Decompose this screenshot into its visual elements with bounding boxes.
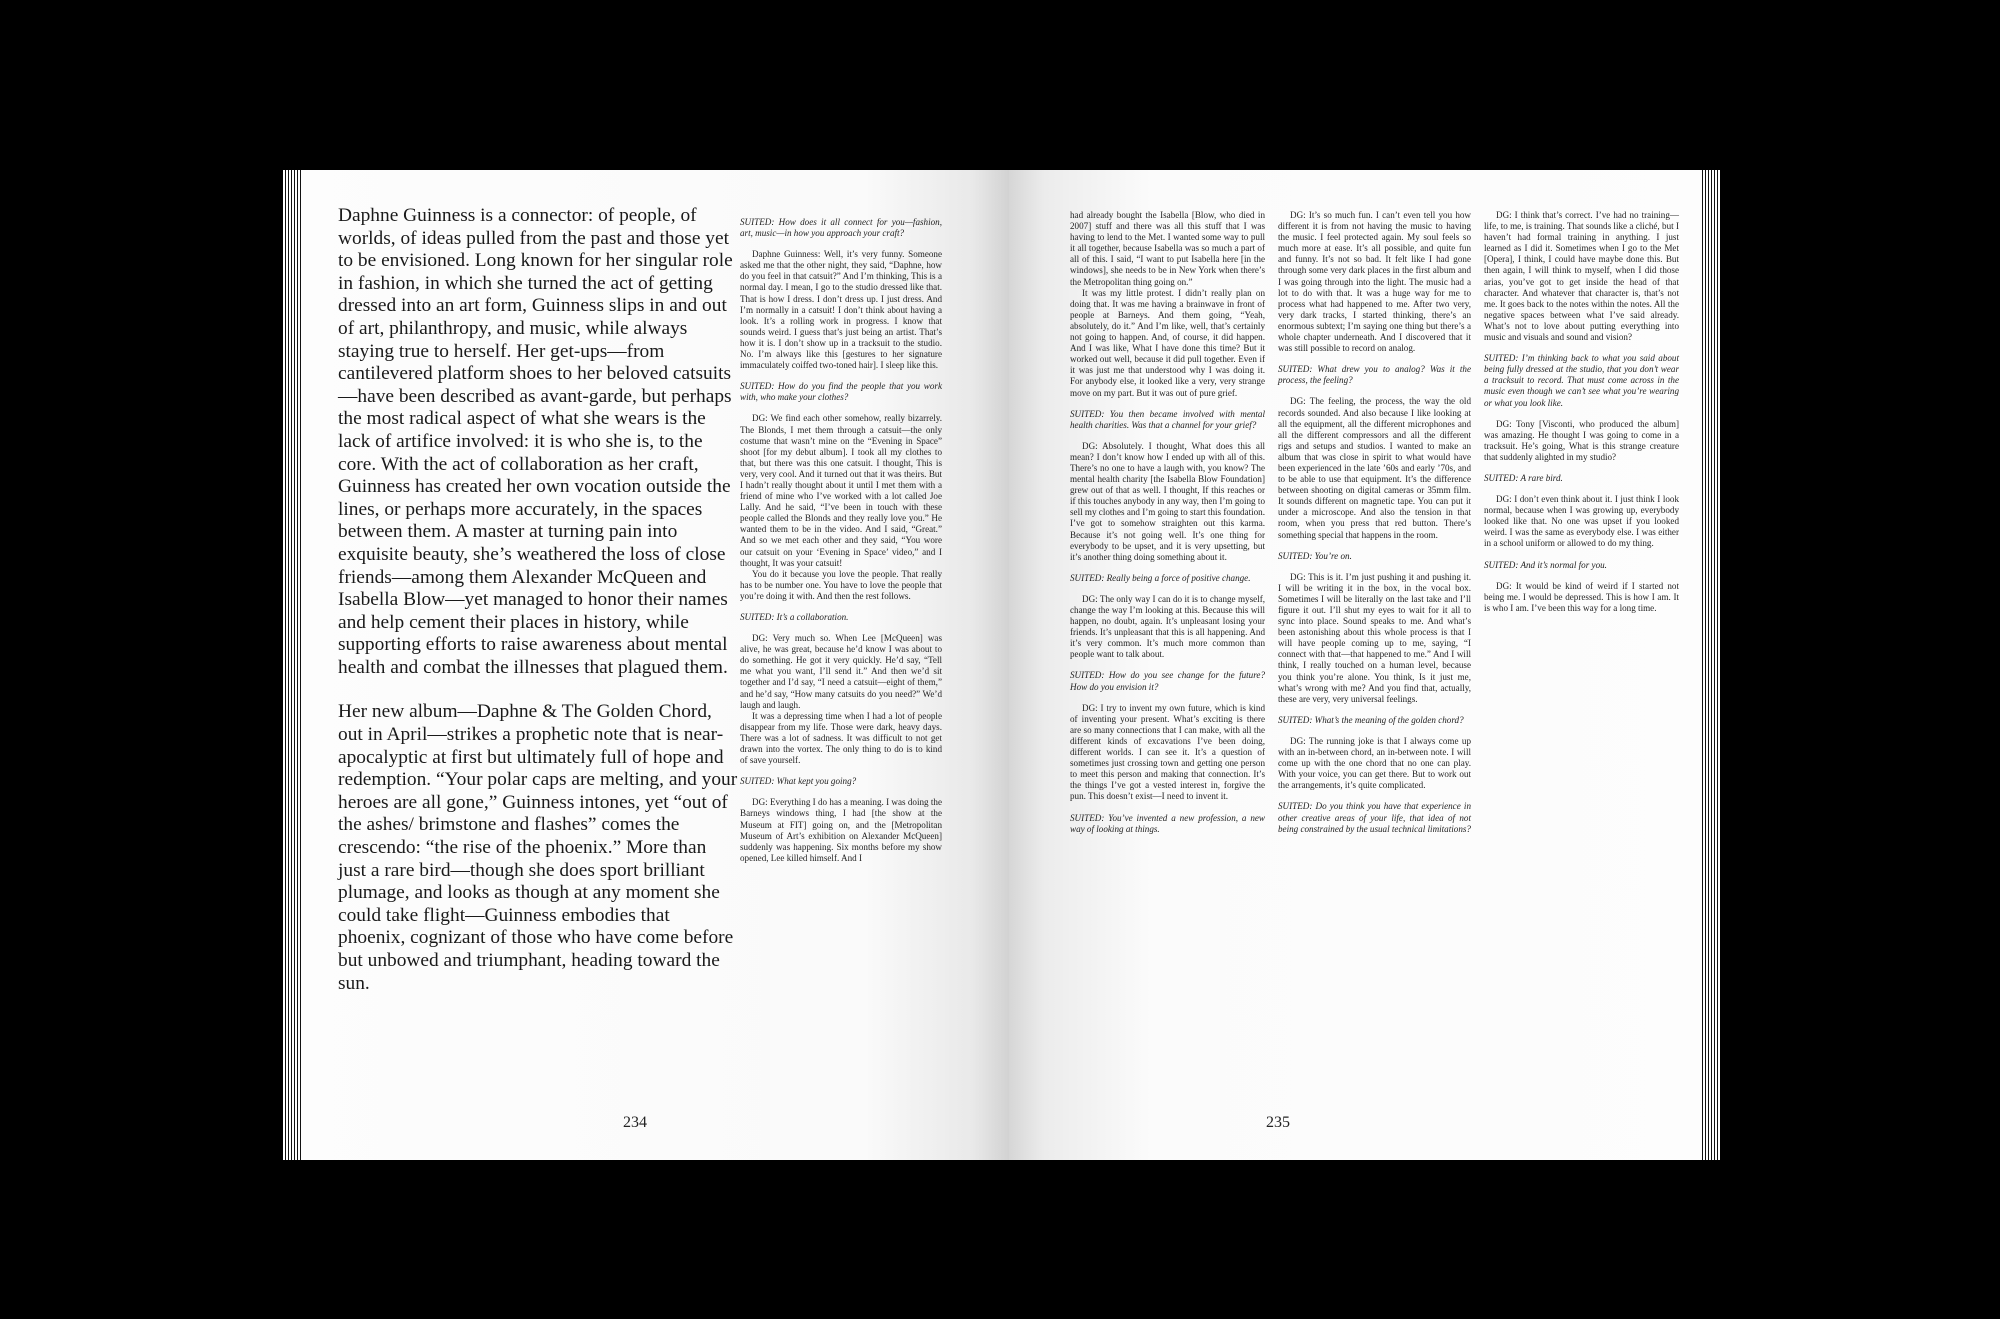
interview-answer: You do it because you love the people. That really has to be number one. You have to love the people that you’re doing it with. And then the rest follows. (740, 568, 942, 601)
interview-question: SUITED: What drew you to analog? Was it the process, the feeling? (1278, 364, 1471, 386)
interview-question: SUITED: How do you see change for the future? How do you envision it? (1070, 670, 1265, 692)
interview-question: SUITED: How does it all connect for you—fashion, art, music—in how you approach your craft? (740, 217, 942, 239)
interview-answer: DG: The running joke is that I always come up with an in-between chord, an in-between note. I will come up with the one chord that no one can play. With your voice, you can get there. But to work out the arrangements, it’s quite complicated. (1278, 735, 1471, 791)
interview-column-left (740, 207, 942, 864)
interview-answer: DG: It would be kind of weird if I started not being me. I would be depressed. This is how I am. It is who I am. I’ve been this way for a long time. (1484, 580, 1679, 613)
interview-column-right-2 (1278, 210, 1471, 845)
interview-column-right-1 (1070, 210, 1265, 845)
interview-answer: DG: Tony [Visconti, who produced the album] was amazing. He thought I was going to come in a tracksuit. He’s going, What is this strange creature that suddenly alighted in my studio? (1484, 418, 1679, 462)
interview-answer: DG: It’s so much fun. I can’t even tell you how different it is from not having the music to having the music. I feel protected again. My soul feels so much more at ease. It’s all possible, and quite fun and funny. It’s not so bad. It felt like I had gone through some very dark places in the first album and I was going through into the light. The music had a lot to do with that. It was a huge way for me to process what had happened to me. After two very, very dark tracks, I started thinking, there’s an enormous subtext; I’m saying one thing but there’s a whole chapter underneath. And I discovered that it was still possible to record on analog. (1278, 210, 1471, 354)
interview-answer: It was a depressing time when I had a lot of people disappear from my life. Those were dark, heavy days. There was a lot of sadness. It was difficult to not get drawn into the vortex. The only thing to do is to kind of save yourself. (740, 710, 942, 766)
intro-paragraph-2: Her new album—Daphne & The Golden Chord, out in April—strikes a prophetic note that is near-apocalyptic at first but ultimately full of hope and redemption. “Your polar caps are melting, and your heroes are all gone,” Guinness intones, yet “out of the ashes/ brimstone and flashes” comes the crescendo: “the rise of the phoenix.” More than just a rare bird—though she does sport brilliant plumage, and looks as though at any moment she could take flight—Guinness embodies that phoenix, cognizant of those who have come before but unbowed and triumphant, heading toward the sun. (338, 701, 738, 994)
interview-question: SUITED: And it’s normal for you. (1484, 559, 1607, 570)
interview-answer: DG: This is it. I’m just pushing it and pushing it. I will be writing it in the box, in the vocal box. Sometimes I will be literally on the last take and I’ll figure it out. I’ll shut my eyes to wait for it all to sync into place. Sound speaks to me. And what’s been astonishing about this whole process is that I will have people coming up to me, saying, “I connect with that—that happened to me.” And I will think, I really touched on a human level, because you think you’re alone. You think, Is it just me, what’s wrong with me? And you find that, actually, these are very, very universal feelings. (1278, 571, 1471, 704)
magazine-spread (283, 170, 1720, 1160)
interview-answer: DG: Very much so. When Lee [McQueen] was alive, he was great, because he’d know I was about to do something. He got it very quickly. He’d say, “Tell me what you want, I’ll send it.” And then we’d sit together and I’d say, “I need a catsuit—eight of them,” and he’d say, “How many catsuits do you need?” We’d laugh and laugh. (740, 633, 942, 710)
interview-answer: DG: Absolutely. I thought, What does this all mean? I don’t know how I ended up with all of this. There’s no one to have a laugh with, you know? The mental health charity [the Isabella Blow Foundation] grew out of that as well. I thought, If this reaches or if this touches anybody in any way, then I’m going to sell my clothes and I’m going to start this foundation. I’ve got to somehow straighten out this karma. Because it’s not going well. It’s one thing for everybody to be upset, and it is very upsetting, but it’s another thing doing something about it. (1070, 440, 1265, 562)
interview-question: SUITED: What kept you going? (740, 776, 857, 787)
interview-column-right-3 (1484, 210, 1679, 614)
right-page-edge (1702, 170, 1720, 1160)
interview-answer: had already bought the Isabella [Blow, who died in 2007] stuff and there was all this stuff that I was having to lend to the Met. I wanted some way to pull it all together, because Isabella was so much a part of all of this. I said, “I want to put Isabella here [in the windows], she needs to be in New York when there’s the Metropolitan thing going on.” (1070, 210, 1265, 287)
interview-question: SUITED: It’s a collaboration. (740, 612, 849, 622)
right-page (1009, 170, 1720, 1160)
interview-question: SUITED: You’ve invented a new profession, a new way of looking at things. (1070, 812, 1265, 834)
interview-question: SUITED: You’re on. (1278, 550, 1352, 561)
intro-paragraph-1: Daphne Guinness is a connector: of people, of worlds, of ideas pulled from the past and those yet to be envisioned. Long known for her singular role in fashion, in which she turned the act of getting dressed into an art form, Guinness slips in and out of art, philanthropy, and music, while always staying true to herself. Her get-ups—from cantilevered platform shoes to her beloved catsuits—have been described as avant-garde, but perhaps the most radical aspect of what she wears is the lack of artifice involved: it is who she is, to the core. With the act of collaboration as her craft, Guinness has created her own vocation outside the lines, or perhaps more accurately, in the spaces between them. A master at turning pain into exquisite beauty, she’s weathered the loss of close friends—among them Alexander McQueen and Isabella Blow—yet managed to honor their names and help cement their places in history, while supporting efforts to raise awareness about mental health and combat the illnesses that plagued them. (338, 205, 733, 678)
interview-question: SUITED: How do you find the people that you work with, who make your clothes? (740, 381, 942, 403)
page-number-right: 235 (1266, 1114, 1290, 1131)
interview-answer: DG: I don’t even think about it. I just think I look normal, because when I was growing up, everybody looked like that. No one was upset if you looked weird. I was the same as everybody else. I was either in a school uniform or allowed to do my thing. (1484, 494, 1679, 549)
interview-question: SUITED: Really being a force of positive change. (1070, 572, 1251, 583)
left-page-edge (283, 170, 301, 1160)
interview-answer: Daphne Guinness: Well, it’s very funny. Someone asked me that the other night, they said, “Daphne, how do you feel in that catsuit?” And I’m thinking, This is a normal day. I mean, I go to the studio dressed like that. That is how I dress. I don’t dress up. I just dress. And I’m normally in a catsuit! I don’t think about having a look. It’s a rolling work in progress. I know that sounds weird. I guess that’s just being an artist. That’s how it is. I don’t show up in a tracksuit to the studio. No. I’m always like this [gestures to her signature immaculately coiffed two-toned hair]. I sleep like this. (740, 249, 942, 371)
interview-answer: DG: Everything I do has a meaning. I was doing the Barneys windows thing, I had [the show at the Museum at FIT] going on, and the [Metropolitan Museum of Art’s exhibition on Alexander McQueen] suddenly was happening. Six months before my show opened, Lee killed himself. And I (740, 797, 942, 863)
interview-question: SUITED: You then became involved with mental health charities. Was that a channel for your grief? (1070, 408, 1265, 430)
interview-question: SUITED: I’m thinking back to what you said about being fully dressed at the studio, that you don’t wear a tracksuit to record. That must come across in the music even though we can’t see what you’re wearing or what you look like. (1484, 353, 1679, 408)
interview-answer: DG: I try to invent my own future, which is kind of inventing your present. What’s exciting is there are so many connections that I can make, with all the different kinds of excavations I’ve been doing, different worlds. I can see it. It’s a question of sometimes just crossing town and getting one person to meet this person and making that connection. It’s the things I’ve got a vested interest in, forgive the pun. This doesn’t exist—I need to invent it. (1070, 702, 1265, 802)
page-number-left: 234 (623, 1114, 647, 1131)
interview-answer: DG: I think that’s correct. I’ve had no training—life, to me, is training. That sounds like a cliché, but I haven’t had formal training in anything. I just learned as I did it. Sometimes when I go to the Met [Opera], I think, I could have maybe done this. But then again, I will think to myself, when I did those arias, you’ve got to get inside the head of that character. And whatever that character is, that’s not me. It goes back to the notes within the notes. All the negative spaces between what I’ve said already. What’s not to love about putting everything into music and visuals and sound and vision? (1484, 210, 1679, 343)
interview-answer: DG: The only way I can do it is to change myself, change the way I’m looking at this. Because this will happen, no doubt, again. It’s unpleasant losing your friends. It’s unpleasant that this is all happening. And it’s very common. It’s much more common than people want to talk about. (1070, 593, 1265, 660)
interview-question: SUITED: A rare bird. (1484, 472, 1563, 483)
left-page (283, 170, 1009, 1160)
interview-question: SUITED: What’s the meaning of the golden chord? (1278, 714, 1464, 725)
intro-text (338, 205, 738, 1017)
interview-answer: It was my little protest. I didn’t really plan on doing that. It was me having a brainwave in front of people at Barneys. And them going, “Yeah, absolutely, do it.” And I’m like, well, that’s certainly not going to happen. And, of course, it did happen. And I was like, What I have done this time? But it worked out well, because it did pull together. Even if it was just me that understood why I was doing it. For anybody else, it looked like a very, very strange move on my part. But it was out of pure grief. (1070, 287, 1265, 398)
interview-answer: DG: The feeling, the process, the way the old records sounded. And also because I like looking at all the equipment, all the different microphones and all the different compressors and all the different rigs and setups and studios. I wanted to make an album that was close in spirit to what would have been experienced in the late ’60s and early ’70s, and to be able to use that equipment. It’s the difference between shooting on digital cameras or 35mm film. It sounds different on magnetic tape. You can put it under a microscope. And also the tension in that room, when you press that red button. There’s something special that happens in the room. (1278, 396, 1471, 540)
interview-answer: DG: We find each other somehow, really bizarrely. The Blonds, I met them through a catsuit—the only costume that wasn’t mine on the “Evening in Space” shoot [for my debut album]. I took all my clothes to that, but there was this one catsuit. I thought, This is very, very cool. And it turned out that it was theirs. But I hadn’t really thought about it until I met them with a friend of mine who I’ve worked with a lot called Joe Lally. And he said, “I’ve been in touch with these people called the Blonds and they really love you.” He wanted them to be in the video. And I said, “Great.” And so we met each other and they said, “You wore our catsuit on your ‘Evening in Space’ video,” and I thought, It was your catsuit! (740, 413, 942, 568)
interview-question: SUITED: Do you think you have that experience in other creative areas of your life, that idea of not being constrained by the usual technical limitations? (1278, 801, 1471, 834)
